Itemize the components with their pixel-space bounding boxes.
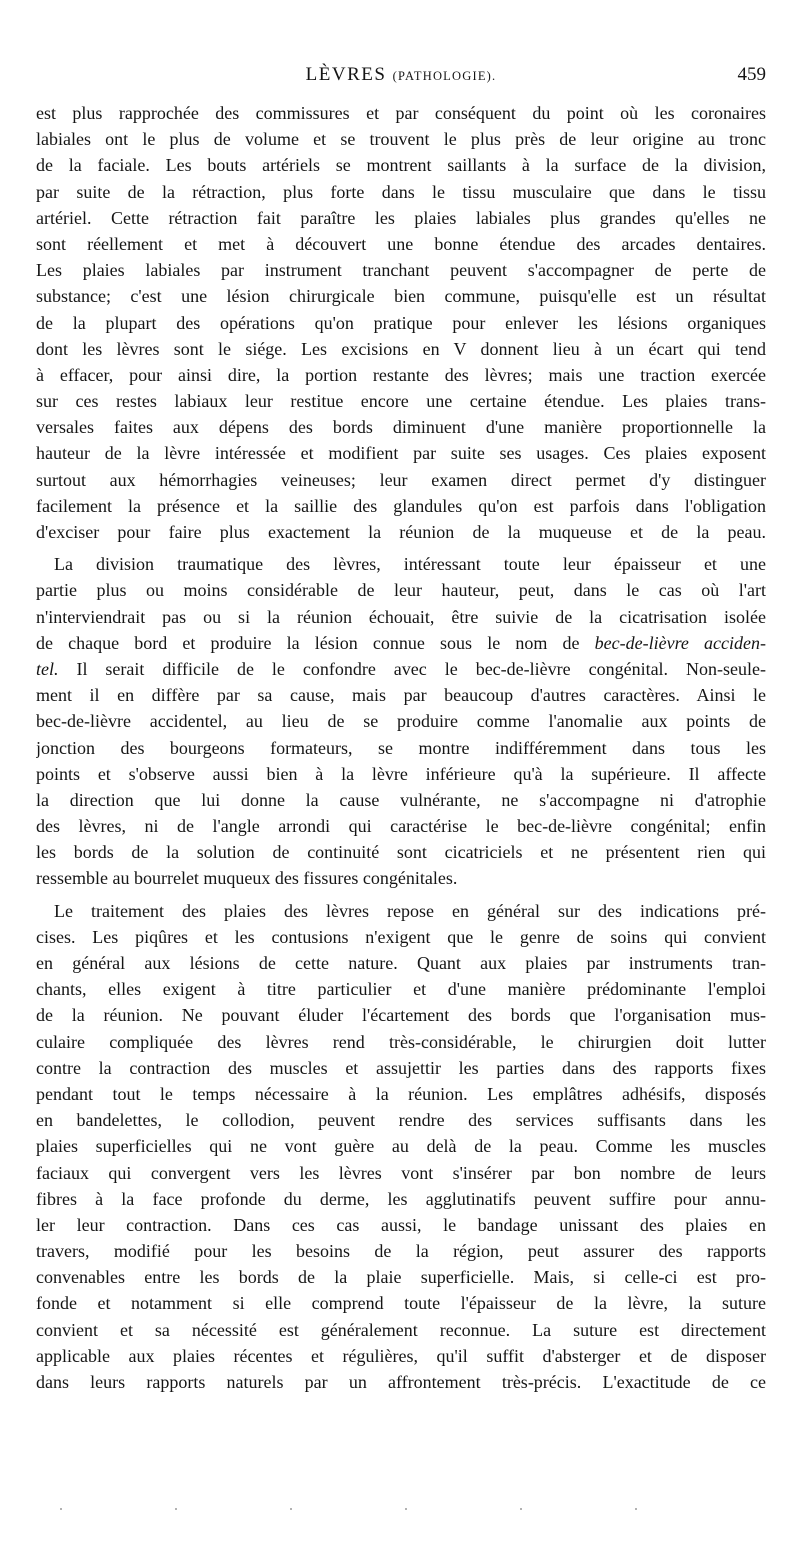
text-line: fibres à la face profonde du derme, les agglutinatifs peuvent suffire pour annu-	[36, 1188, 766, 1209]
text-line: la direction que lui donne la cause vulnérante, ne s'accompagne ni d'atrophie	[36, 789, 766, 810]
text-line: de la plupart des opérations qu'on pratique pour enlever les lésions organiques	[36, 312, 766, 333]
running-title	[36, 64, 766, 86]
text-line: La division traumatique des lèvres, intéressant toute leur épaisseur et une	[54, 554, 766, 575]
text-line: ment il en diffère par sa cause, mais par beaucoup d'autres caractères. Ainsi le	[36, 685, 766, 706]
paragraph-3	[36, 898, 766, 1396]
text-line: bec-de-lièvre accidentel, au lieu de se produire comme l'anomalie aux points de	[36, 711, 766, 732]
paragraph-2	[36, 551, 766, 891]
text-line: en général aux lésions de cette nature. Quant aux plaies par instruments tran-	[36, 953, 766, 973]
text-line-fragment: de chaque bord et produire la lésion connue sous le nom de	[36, 632, 580, 653]
text-line: labiales ont le plus de volume et se trouvent le plus près de leur origine au tronc	[36, 129, 766, 150]
text-line: les bords de la solution de continuité sont cicatriciels et ne présentent rien qui	[36, 842, 766, 863]
text-line: travers, modifié pour les besoins de la région, peut assurer des rapports	[36, 1241, 766, 1262]
italic-term: bec-de-lièvre acciden-	[594, 632, 766, 653]
text-line: dans leurs rapports naturels par un affrontement très-précis. L'exactitude de ce	[36, 1372, 766, 1392]
text-line: de la faciale. Les bouts artériels se montrent saillants à la surface de la division,	[36, 155, 766, 176]
text-line: de la réunion. Ne pouvant éluder l'écartement des bords que l'organisation mus-	[36, 1005, 766, 1026]
running-head	[36, 64, 766, 92]
text-line: sur ces restes labiaux leur restitue encore une certaine étendue. Les plaies trans-	[36, 391, 766, 412]
text-line: substance; c'est une lésion chirurgicale bien commune, puisqu'elle est un résultat	[36, 286, 766, 307]
text-line: cises. Les piqûres et les contusions n'exigent que le genre de soins qui convient	[36, 926, 766, 947]
body-text	[36, 100, 766, 1395]
text-line: artériel. Cette rétraction fait paraître les plaies labiales plus grandes qu'elles ne	[36, 207, 766, 228]
text-line-with-italic	[36, 630, 766, 656]
text-line: sont réellement et met à découvert une bonne étendue des arcades dentaires.	[36, 233, 766, 254]
text-line: fonde et notamment si elle comprend toute l'épaisseur de la lèvre, la suture	[36, 1293, 766, 1314]
text-line: facilement la présence et la saillie des glandules qu'on est parfois dans l'obligation	[36, 495, 766, 516]
running-title-main: LÈVRES	[305, 64, 387, 85]
text-line: d'exciser pour faire plus exactement la réunion de la muqueuse et de la peau.	[36, 522, 766, 542]
text-line: contre la contraction des muscles et assujettir les parties dans des rapports fixes	[36, 1057, 766, 1078]
scan-specks	[40, 1508, 760, 1516]
text-line: Les plaies labiales par instrument tranchant peuvent s'accompagner de perte de	[36, 260, 766, 281]
text-line: des lèvres, ni de l'angle arrondi qui caractérise le bec-de-lièvre congénital; enfin	[36, 816, 766, 837]
text-line: surtout aux hémorrhagies veineuses; leur examen direct permet d'y distinguer	[36, 469, 766, 490]
text-line-fragment: Il serait difficile de le confondre avec le bec-de-lièvre congénital. Non-seule-	[58, 658, 766, 679]
text-line-with-italic	[36, 656, 766, 682]
text-line: dont les lèvres sont le siége. Les excisions en V donnent lieu à un écart qui tend	[36, 338, 766, 359]
page-number: 459	[737, 64, 766, 85]
text-line: versales faites aux dépens des bords diminuent d'une manière proportionnelle la	[36, 417, 766, 438]
text-line: faciaux qui convergent vers les lèvres vont s'insérer par bon nombre de leurs	[36, 1162, 766, 1183]
text-line: applicable aux plaies récentes et régulières, qu'il suffit d'absterger et de disposer	[36, 1345, 766, 1366]
paragraph-1	[36, 100, 766, 545]
text-line: pendant tout le temps nécessaire à la réunion. Les emplâtres adhésifs, disposés	[36, 1083, 766, 1104]
text-line: ressemble au bourrelet muqueux des fissures congénitales.	[36, 868, 458, 889]
text-line: convient et sa nécessité est généralement reconnue. La suture est directement	[36, 1319, 766, 1340]
text-line: ler leur contraction. Dans ces cas aussi, le bandage unissant des plaies en	[36, 1214, 766, 1235]
text-line: points et s'observe aussi bien à la lèvre inférieure qu'à la supérieure. Il affecte	[36, 763, 766, 784]
text-line: chants, elles exigent à titre particulier et d'une manière prédominante l'emploi	[36, 979, 766, 1000]
text-line: convenables entre les bords de la plaie superficielle. Mais, si celle-ci est pro-	[36, 1267, 766, 1288]
running-title-subtitle: (PATHOLOGIE).	[392, 69, 497, 83]
text-line: plaies superficielles qui ne vont guère au delà de la peau. Comme les muscles	[36, 1136, 766, 1157]
text-line: par suite de la rétraction, plus forte dans le tissu musculaire que dans le tissu	[36, 181, 766, 202]
text-line: à effacer, pour ainsi dire, la portion restante des lèvres; mais une traction exercée	[36, 364, 766, 385]
text-line: jonction des bourgeons formateurs, se montre indifféremment dans tous les	[36, 737, 766, 758]
text-line: partie plus ou moins considérable de leur hauteur, peut, dans le cas où l'art	[36, 580, 766, 601]
text-line: n'interviendrait pas ou si la réunion échouait, être suivie de la cicatrisation isolée	[36, 606, 766, 627]
italic-term-continued: tel.	[36, 658, 59, 679]
text-line: est plus rapprochée des commissures et par conséquent du point où les coronaires	[36, 103, 766, 123]
text-line: Le traitement des plaies des lèvres repose en général sur des indications pré-	[54, 900, 766, 921]
text-line: hauteur de la lèvre intéressée et modifient par suite ses usages. Ces plaies exposent	[36, 443, 766, 464]
text-line: culaire compliquée des lèvres rend très-considérable, le chirurgien doit lutter	[36, 1031, 766, 1052]
text-line: en bandelettes, le collodion, peuvent rendre des services suffisants dans les	[36, 1110, 766, 1131]
